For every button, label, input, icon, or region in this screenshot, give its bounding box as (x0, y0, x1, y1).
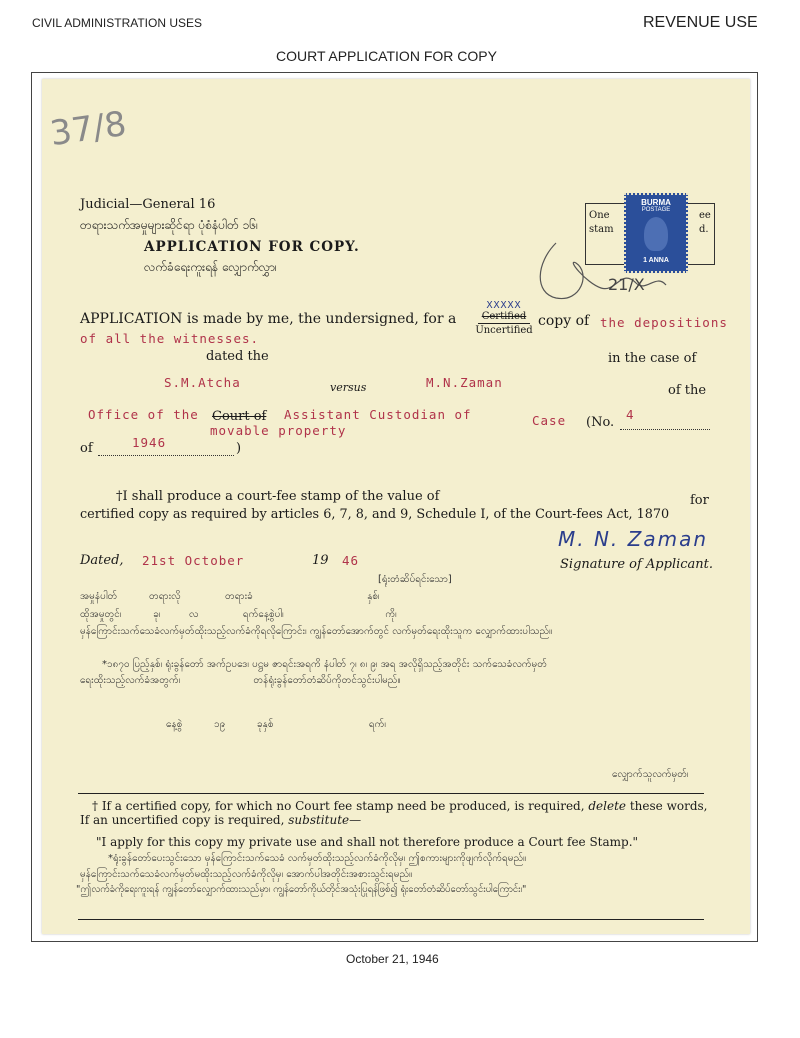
footnote-1 (92, 799, 707, 813)
office-value: Office of the (88, 407, 199, 422)
divider (78, 793, 704, 794)
page-caption: October 21, 1946 (346, 952, 439, 966)
burmese-heading: လက်ခံရေးကူးရန် လျှောက်လွှာ၊ (144, 260, 277, 274)
in-the-case-of: in the case of (608, 351, 697, 366)
stamp-pencil-mark: 21/X (608, 275, 645, 294)
burmese-line-5: ရေးထိုးသည့်လက်ခံအတွက်၊ တန်ရုံးခွန်တော်တံဆိပ်ကိုတင်သွင်းပါမည်။ (80, 675, 401, 686)
application-document (42, 79, 750, 934)
case-label: Case (532, 413, 567, 428)
footnote-2-text: If an uncertified copy is required, (80, 813, 285, 827)
burmese-line-1: အမှုနံပါတ် တရားလို တရားခံ နှစ်၊ (80, 591, 380, 602)
custodian-value: Assistant Custodian of movable property (210, 407, 472, 438)
form-id: Judicial—General 16 (80, 197, 216, 212)
footnote-1-text: † If a certified copy, for which no Court fee stamp need be produced, is required, (92, 799, 585, 813)
year-suffix: 46 (342, 553, 360, 568)
stamp-box-text-2: stam (589, 224, 614, 235)
footnote-substitute: substitute— (288, 813, 362, 827)
signature-label: Signature of Applicant. (560, 557, 714, 572)
stamp-for: for (690, 493, 709, 508)
versus-label: versus (330, 381, 367, 394)
right-header: REVENUE USE (643, 14, 758, 31)
dated-label: dated the (206, 349, 269, 364)
bottom-divider (78, 919, 704, 920)
of-the-label: of the (668, 383, 707, 398)
burmese-line-6: နေ့စွဲ ၁၉ ခုနှစ် ရက်၊ (166, 719, 386, 730)
year-prefix: 19 (312, 553, 329, 568)
of-label: of (80, 441, 93, 456)
court-of-struck: Court of (212, 409, 267, 424)
form-heading: APPLICATION FOR COPY. (144, 239, 360, 255)
close-paren: ) (236, 441, 242, 456)
dated-value: 21st October (142, 553, 245, 568)
applicant-signature: M. N. Zaman (558, 527, 709, 551)
dated-label-2: Dated, (80, 553, 124, 568)
stamp-box-text-3: ee (699, 210, 711, 221)
burmese-line-3: မှန်ကြောင်းသက်သေခံလက်မှတ်ထိုးသည့်လက်ခံကိုရလိုကြောင်း၊ ကျွန်တော်အောက်တွင် လက်မှတ်ရေးထိုးသူက လျှောက်ထားပါသည်။ (80, 626, 553, 637)
stamp-label: POSTAGE (641, 207, 671, 213)
case-no-label: (No. (586, 415, 615, 430)
uncertified-label: Uncertified (475, 325, 533, 336)
pencil-note: 37/8 (47, 103, 129, 155)
year-value: 1946 (132, 435, 167, 450)
burmese-line-4: *၁၈၇၀ ပြည့်နှစ်၊ ရုံးခွန်တော် အက်ဥပဒေ၊ ပဋ္ဌမ ဇာရင်းအရကိ နံပါတ် ၇၊ ၈၊ ၉၊ အရ အလိုရှိသည့်အတိုင်း သက်သေခံလက်မှတ် (102, 659, 548, 670)
burmese-line-0: [ရုံးတံဆိပ်ရင်းသော] (378, 574, 452, 585)
stamp-value: 1 ANNA (643, 257, 669, 264)
page-title: COURT APPLICATION FOR COPY (276, 48, 497, 64)
burmese-form-id: တရားသက်အမှုများဆိုင်ရာ ပုံစံနံပါတ် ၁၆၊ (80, 218, 259, 232)
copy-of-value: the depositions of all the witnesses. (80, 315, 728, 346)
case-no-value: 4 (626, 407, 635, 422)
burmese-footer-2: "ဤလက်ခံကိုရေးကူးရန် ကျွန်တော်လျှောက်ထားသည်မှာ၊ ကျွန်တော်ကိုယ်တိုင်အသုံးပြုရန်ဖြစ်၍ ရုံးတော်တံဆိပ်တော်သွင်းပါကြောင်း၊" (76, 884, 527, 895)
copy-of-label: copy of (538, 313, 590, 329)
defendant-name: M.N.Zaman (426, 375, 503, 390)
application-text: APPLICATION is made by me, the undersigned, for a (80, 311, 457, 327)
burmese-line-2: ထိုအမှုတွင်၊ ခု၊ လ ရက်နေ့စွဲပါ၊ ကို၊ (80, 609, 397, 620)
plaintiff-name: S.M.Atcha (164, 375, 241, 390)
stamp-cancellation (526, 213, 676, 323)
burmese-line-7: လျှောက်သူလက်မှတ်၊ (612, 769, 689, 780)
stamp-country: BURMA (641, 198, 671, 207)
footnote-1b-text: these words, (629, 799, 708, 813)
stamp-box-text-4: d. (699, 224, 709, 235)
stamp-box-text-1: One (589, 210, 610, 221)
certified-label: Certified (481, 311, 527, 322)
burmese-footer-1: မှန်ကြောင်းသက်သေခံလက်မှတ်မထိုးသည့်လက်ခံကိုလိုမှ၊ အောက်ပါအတိုင်းအစားသွင်းရမည်။ (80, 869, 413, 880)
left-header: CIVIL ADMINISTRATION USES (32, 16, 203, 30)
quote-line: "I apply for this copy my private use and shall not therefore produce a Court fee Stamp." (96, 835, 639, 849)
burmese-footer-0: *ရုံးခွန်တော်ပေးသွင်းသော မှန်ကြောင်းသက်သေခံ လက်မှတ်ထိုးသည့်လက်ခံကိုလိုမှ၊ ဤစကားများကိုဖျက်လိုက်ရမည်။ (108, 853, 527, 864)
struck-xxxxx: XXXXX (486, 300, 522, 311)
footnote-delete: delete (588, 799, 627, 813)
stamp-paragraph-1: †I shall produce a court-fee stamp of the value of (116, 489, 440, 504)
footnote-2 (80, 813, 361, 827)
stamp-paragraph-2: certified copy as required by articles 6, 7, 8, and 9, Schedule I, of the Court-fees Act, 1870 (80, 507, 670, 522)
